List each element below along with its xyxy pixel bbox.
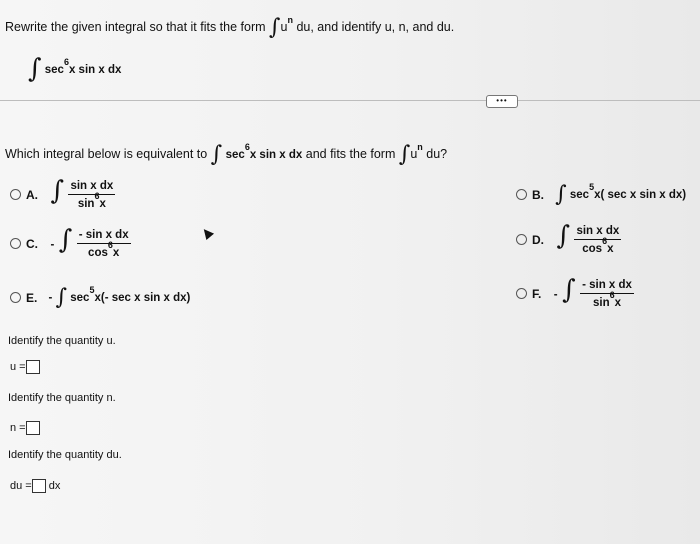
option-c[interactable] — [10, 227, 131, 259]
option-a-den-rest: x — [99, 197, 106, 210]
expand-button[interactable]: ••• — [486, 95, 518, 108]
option-e-rest: x(- sec x sin x dx) — [94, 292, 191, 304]
integral-symbol: ∫ — [58, 225, 73, 255]
option-d-numerator: sin x dx — [574, 225, 621, 240]
option-e[interactable] — [10, 284, 191, 310]
option-c-den-base: cos — [88, 246, 108, 259]
question-text-before: Which integral below is equivalent to — [5, 147, 208, 161]
integral-symbol: ∫ — [555, 182, 567, 207]
option-c-den-rest: x — [112, 246, 120, 259]
option-f-den-base: sin — [593, 296, 610, 309]
du-equals-label: du = — [10, 479, 32, 492]
question-text-middle: and fits the form — [305, 147, 396, 161]
option-e-base: sec — [70, 292, 90, 304]
option-c-fraction — [77, 229, 131, 259]
option-d-radio[interactable] — [516, 234, 527, 245]
option-f-fraction — [580, 279, 634, 309]
option-a-den-base: sin — [77, 197, 95, 210]
option-f-radio[interactable] — [516, 288, 527, 299]
prompt-text-after: du, and identify u, n, and du. — [296, 20, 455, 34]
option-d-den-rest: x — [607, 242, 614, 255]
form-base: u — [410, 147, 418, 161]
identify-n-label: Identify the quantity n. — [8, 392, 116, 404]
n-answer-row — [10, 421, 40, 435]
option-f-letter: F. — [532, 286, 542, 301]
form-rest: du? — [422, 147, 448, 161]
rewrite-prompt — [5, 14, 455, 40]
option-d[interactable] — [516, 223, 621, 255]
option-d-letter: D. — [532, 232, 544, 247]
option-f-den-rest: x — [614, 296, 622, 309]
u-equals-label: u = — [10, 360, 26, 373]
option-a[interactable] — [10, 178, 115, 210]
option-b-rest: x( sec x sin x dx) — [594, 189, 687, 201]
option-a-fraction — [68, 180, 115, 210]
option-c-den-exponent: 6 — [107, 239, 113, 250]
du-answer-row — [10, 479, 60, 493]
integral-symbol: ∫ — [269, 15, 281, 40]
integral-symbol: ∫ — [50, 176, 64, 206]
n-answer-box[interactable] — [26, 421, 40, 435]
u-answer-box[interactable] — [26, 360, 40, 374]
option-e-letter: E. — [26, 290, 38, 305]
option-c-radio[interactable] — [10, 238, 21, 249]
question-expr-rest: x sin x dx — [249, 149, 303, 161]
option-b-radio[interactable] — [516, 189, 527, 200]
n-equals-label: n = — [10, 421, 26, 434]
integral-symbol: ∫ — [55, 285, 68, 310]
du-answer-box[interactable] — [32, 479, 46, 493]
option-d-den-exponent: 6 — [602, 235, 608, 246]
given-integral — [28, 52, 122, 84]
option-f-numerator: - sin x dx — [580, 279, 634, 294]
option-a-den-exponent: 6 — [94, 190, 100, 201]
prompt-text-before: Rewrite the given integral so that it fits the form — [5, 20, 266, 34]
question-expr-exponent: 6 — [244, 142, 250, 152]
integral-symbol: ∫ — [556, 221, 570, 251]
option-f-den-exponent: 6 — [609, 289, 615, 300]
option-b-base: sec — [569, 189, 590, 201]
given-base: sec — [44, 64, 64, 76]
option-a-numerator: sin x dx — [68, 180, 115, 195]
given-rest: x sin x dx — [68, 64, 122, 76]
option-a-letter: A. — [26, 187, 38, 202]
option-e-exponent: 5 — [89, 285, 95, 295]
minus-sign: - — [50, 239, 55, 251]
option-c-numerator: - sin x dx — [77, 229, 131, 244]
integral-symbol: ∫ — [210, 142, 223, 167]
option-d-fraction — [574, 225, 621, 255]
option-f[interactable] — [516, 277, 634, 309]
option-a-radio[interactable] — [10, 189, 21, 200]
option-e-radio[interactable] — [10, 292, 21, 303]
which-integral-prompt — [5, 141, 448, 167]
option-b[interactable] — [516, 181, 687, 207]
integral-symbol: ∫ — [28, 54, 42, 84]
form-base: u — [280, 20, 288, 34]
identify-du-label: Identify the quantity du. — [8, 449, 122, 461]
integral-symbol: ∫ — [562, 275, 576, 305]
form-exponent: n — [417, 142, 423, 152]
form-exponent: n — [287, 15, 293, 25]
u-answer-row — [10, 360, 40, 374]
integral-symbol: ∫ — [398, 142, 411, 167]
minus-sign: - — [553, 289, 558, 301]
question-expr-base: sec — [225, 149, 245, 161]
option-b-exponent: 5 — [589, 182, 595, 192]
identify-u-label: Identify the quantity u. — [8, 335, 116, 347]
option-b-letter: B. — [532, 187, 544, 202]
given-exponent: 6 — [63, 57, 69, 67]
option-d-den-base: cos — [582, 242, 603, 255]
minus-sign: - — [48, 292, 53, 304]
dx-label: dx — [48, 479, 61, 492]
option-c-letter: C. — [26, 236, 38, 251]
section-divider — [0, 100, 700, 101]
